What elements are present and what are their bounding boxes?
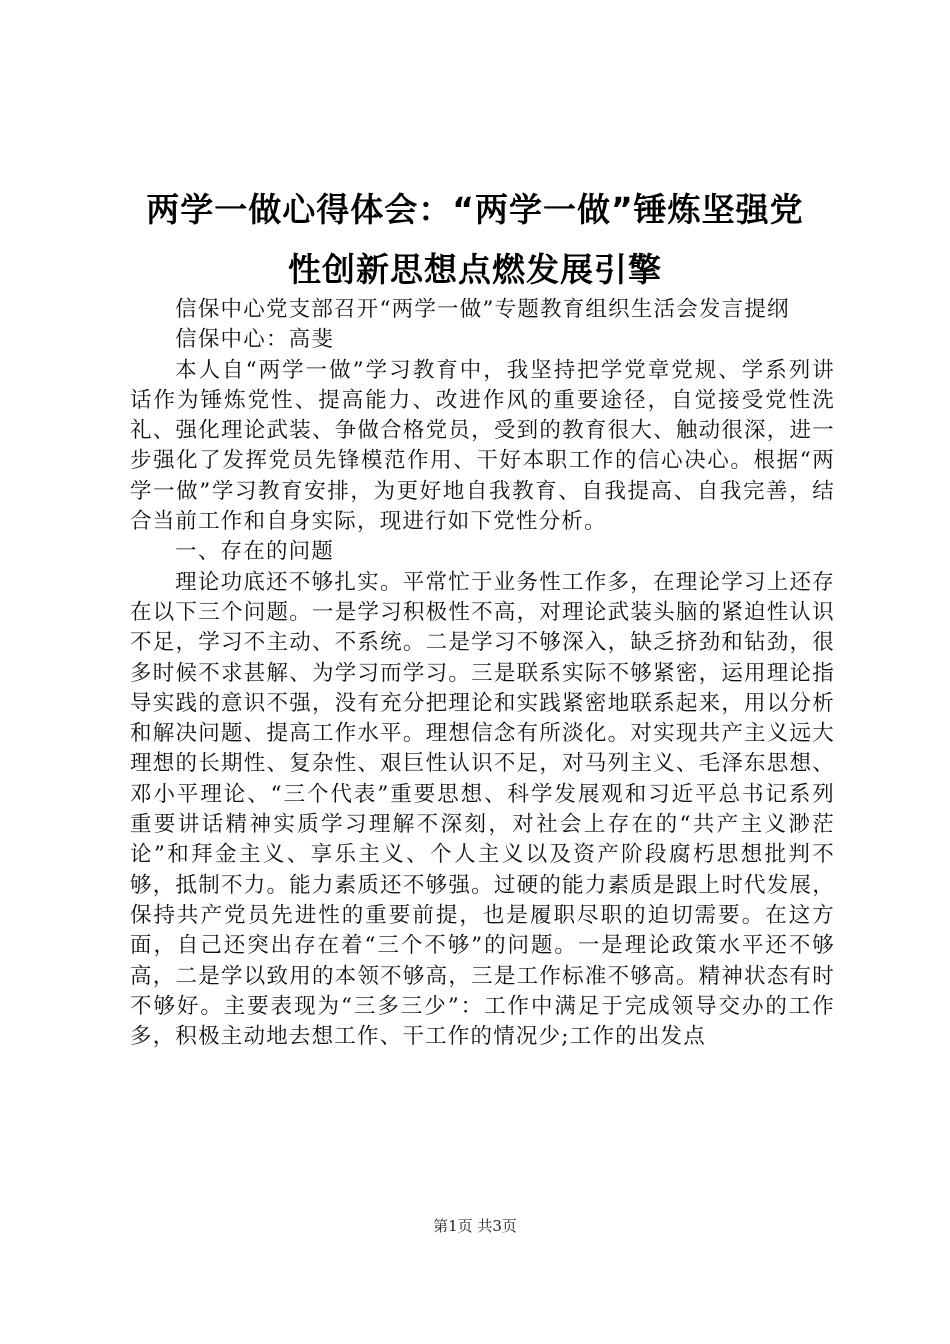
paragraph-intro: 本人自“两学一做”学习教育中，我坚持把学党章党规、学系列讲话作为锤炼党性、提高能力、改进作风的重要途径，自觉接受党性洗礼、强化理论武装、争做合格党员，受到的教育很大、触动很深，进一步强化了发挥党员先锋模范作用、干好本职工作的信心决心。根据“两学一做”学习教育安排，为更好地自我教育、自我提高、自我完善，结合当前工作和自身实际，现进行如下党性分析。: [130, 357, 835, 535]
paragraph-heading-note: 信保中心党支部召开“两学一做”专题教育组织生活会发言提纲: [175, 297, 790, 322]
paragraph-problems: 理论功底还不够扎实。平常忙于业务性工作多，在理论学习上还存在以下三个问题。一是学习积极性不高，对理论武装头脑的紧迫性认识不足，学习不主动、不系统。二是学习不够深入，缺乏挤劲和钻劲，很多时候不求甚解、为学习而学习。三是联系实际不够紧密，运用理论指导实践的意识不强，没有充分把理论和实践紧密地联系起来，用以分析和解决问题、提高工作水平。理想信念有所淡化。对实现共产主义远大理想的长期性、复杂性、艰巨性认识不足，对马列主义、毛泽东思想、邓小平理论、“三个代表”重要思想、科学发展观和习近平总书记系列重要讲话精神实质学习理解不深刻，对社会上存在的“共产主义渺茫论”和拜金主义、享乐主义、个人主义以及资产阶段腐朽思想批判不够，抵制不力。能力素质还不够强。过硬的能力素质是跟上时代发展，保持共产党员先进性的重要前提，也是履职尽职的迫切需要。在这方面，自己还突出存在着“三个不够”的问题。一是理论政策水平还不够高，二是学以致用的本领不够高，三是工作标准不够高。精神状态有时不够好。主要表现为“三多三少”：工作中满足于完成领导交办的工作多，积极主动地去想工作、干工作的情况少;工作的出发点: [130, 569, 835, 1050]
page-number-footer: 第1页 共3页: [433, 1217, 517, 1235]
document-title-line-1: 两学一做心得体会：“两学一做”锤炼坚强党: [146, 190, 804, 229]
paragraph-author: 信保中心：高斐: [175, 327, 335, 353]
document-title-line-2: 性创新思想点燃发展引擎: [288, 250, 662, 289]
section-heading: 一、存在的问题: [175, 539, 335, 565]
document-body: [130, 295, 835, 1052]
